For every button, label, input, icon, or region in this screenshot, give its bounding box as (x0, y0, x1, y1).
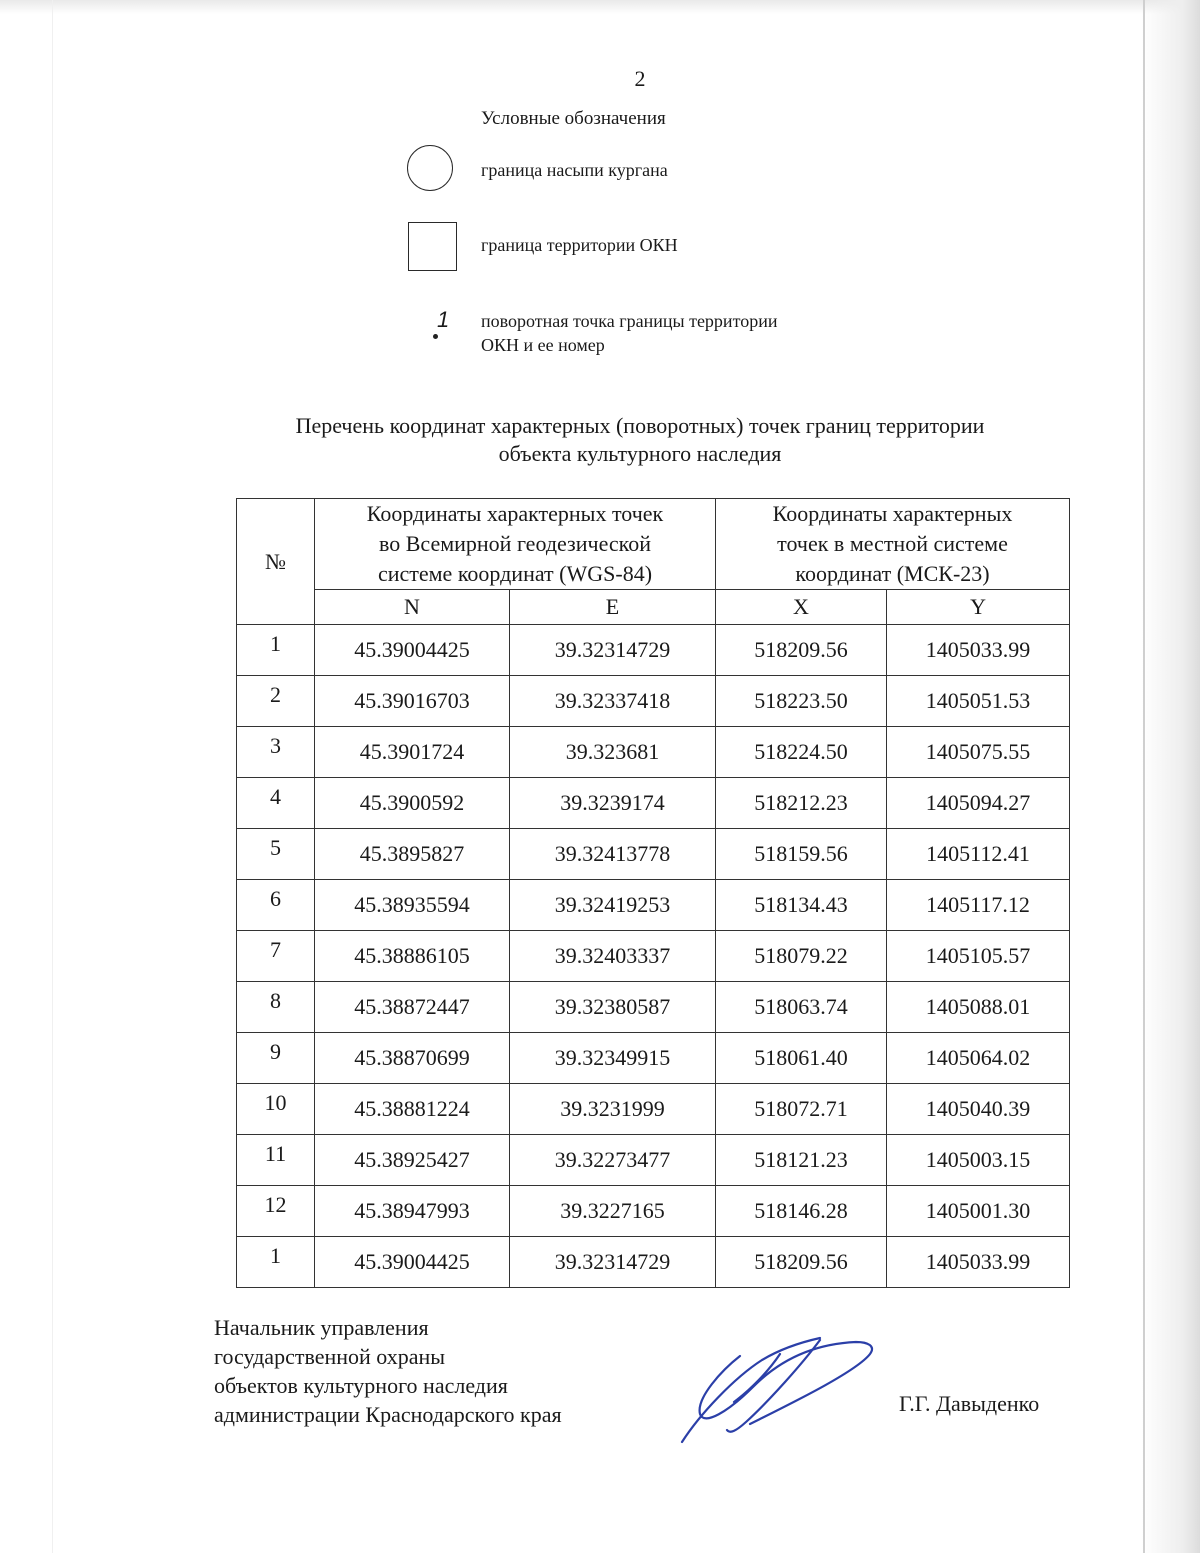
cell-point-number: 11 (237, 1135, 315, 1186)
cell-coord-x: 518079.22 (716, 931, 887, 982)
table-row (237, 1135, 1070, 1186)
cell-point-number: 10 (237, 1084, 315, 1135)
table-row (237, 931, 1070, 982)
header-msk23-line2: точек в местной системе (777, 531, 1008, 556)
cell-coord-y: 1405112.41 (887, 829, 1070, 880)
cell-latitude-n: 45.3901724 (315, 727, 510, 778)
cell-longitude-e: 39.3239174 (510, 778, 716, 829)
table-row (237, 880, 1070, 931)
cell-coord-x: 518063.74 (716, 982, 887, 1033)
cell-coord-y: 1405117.12 (887, 880, 1070, 931)
cell-latitude-n: 45.38881224 (315, 1084, 510, 1135)
cell-longitude-e: 39.32380587 (510, 982, 716, 1033)
cell-point-number: 5 (237, 829, 315, 880)
cell-coord-y: 1405105.57 (887, 931, 1070, 982)
cell-longitude-e: 39.3231999 (510, 1084, 716, 1135)
cell-latitude-n: 45.39016703 (315, 676, 510, 727)
signer-title-line2: государственной охраны (214, 1344, 446, 1369)
table-row (237, 625, 1070, 676)
cell-coord-x: 518121.23 (716, 1135, 887, 1186)
cell-latitude-n: 45.39004425 (315, 625, 510, 676)
cell-point-number: 4 (237, 778, 315, 829)
cell-longitude-e: 39.32337418 (510, 676, 716, 727)
cell-coord-x: 518223.50 (716, 676, 887, 727)
signature-stroke-2 (700, 1342, 872, 1424)
cell-longitude-e: 39.32314729 (510, 625, 716, 676)
coordinates-list-title-line2: объекта культурного наследия (498, 441, 782, 466)
table-row (237, 1084, 1070, 1135)
header-msk23-line3: координат (МСК-23) (795, 561, 990, 586)
coordinates-list-title-line1: Перечень координат характерных (поворотных) точек границ территории (295, 413, 985, 438)
cell-coord-y: 1405001.30 (887, 1186, 1070, 1237)
cell-coord-x: 518224.50 (716, 727, 887, 778)
header-msk23-line1: Координаты характерных (772, 501, 1013, 526)
legend-item-turning-point (481, 309, 777, 357)
table-row (237, 1237, 1070, 1288)
cell-point-number: 3 (237, 727, 315, 778)
cell-longitude-e: 39.3227165 (510, 1186, 716, 1237)
cell-point-number: 6 (237, 880, 315, 931)
cell-latitude-n: 45.3900592 (315, 778, 510, 829)
cell-coord-y: 1405064.02 (887, 1033, 1070, 1084)
circle-outline-icon (407, 145, 453, 191)
signer-title-line4: администрации Краснодарского края (214, 1402, 562, 1427)
cell-latitude-n: 45.38947993 (315, 1186, 510, 1237)
header-e: E (510, 590, 716, 625)
cell-point-number: 1 (237, 1237, 315, 1288)
signer-title-line1: Начальник управления (214, 1315, 429, 1340)
header-y: Y (887, 590, 1070, 625)
cell-latitude-n: 45.38935594 (315, 880, 510, 931)
cell-coord-y: 1405040.39 (887, 1084, 1070, 1135)
cell-longitude-e: 39.32314729 (510, 1237, 716, 1288)
table-row (237, 829, 1070, 880)
header-x: X (716, 590, 887, 625)
cell-longitude-e: 39.32273477 (510, 1135, 716, 1186)
header-wgs84-group (315, 499, 716, 590)
point-number-marker: 1 (437, 307, 450, 332)
cell-point-number: 1 (237, 625, 315, 676)
signer-title-line3: объектов культурного наследия (214, 1373, 508, 1398)
cell-latitude-n: 45.38872447 (315, 982, 510, 1033)
scan-right-shadow (1142, 0, 1200, 1553)
cell-longitude-e: 39.32403337 (510, 931, 716, 982)
cell-coord-y: 1405033.99 (887, 1237, 1070, 1288)
cell-coord-y: 1405088.01 (887, 982, 1070, 1033)
coordinates-list-title (220, 412, 1060, 468)
cell-coord-x: 518212.23 (716, 778, 887, 829)
cell-coord-y: 1405051.53 (887, 676, 1070, 727)
cell-latitude-n: 45.3895827 (315, 829, 510, 880)
signer-name: Г.Г. Давыденко (899, 1391, 1040, 1416)
table-row (237, 1033, 1070, 1084)
cell-coord-x: 518146.28 (716, 1186, 887, 1237)
cell-coord-y: 1405075.55 (887, 727, 1070, 778)
cell-longitude-e: 39.32419253 (510, 880, 716, 931)
cell-point-number: 7 (237, 931, 315, 982)
cell-longitude-e: 39.323681 (510, 727, 716, 778)
square-outline-icon (408, 222, 457, 271)
cell-coord-y: 1405033.99 (887, 625, 1070, 676)
table-row (237, 982, 1070, 1033)
cell-coord-x: 518072.71 (716, 1084, 887, 1135)
cell-coord-x: 518061.40 (716, 1033, 887, 1084)
header-wgs84-line2: во Всемирной геодезической (379, 531, 651, 556)
legend-item-turning-point-line2: ОКН и ее номер (481, 335, 605, 355)
signer-title (214, 1313, 562, 1429)
cell-coord-x: 518209.56 (716, 625, 887, 676)
table-row (237, 1186, 1070, 1237)
header-wgs84-line1: Координаты характерных точек (366, 501, 664, 526)
scan-right-edge-line (1143, 0, 1145, 1553)
cell-coord-x: 518134.43 (716, 880, 887, 931)
cell-latitude-n: 45.39004425 (315, 1237, 510, 1288)
legend-item-turning-point-line1: поворотная точка границы территории (481, 311, 778, 331)
table-row (237, 778, 1070, 829)
table-row (237, 676, 1070, 727)
cell-coord-x: 518159.56 (716, 829, 887, 880)
cell-latitude-n: 45.38925427 (315, 1135, 510, 1186)
cell-latitude-n: 45.38886105 (315, 931, 510, 982)
legend-item-mound-boundary: граница насыпи кургана (481, 160, 668, 180)
cell-longitude-e: 39.32413778 (510, 829, 716, 880)
scan-top-shadow (0, 0, 1200, 14)
point-dot-icon (433, 334, 438, 339)
cell-latitude-n: 45.38870699 (315, 1033, 510, 1084)
cell-point-number: 8 (237, 982, 315, 1033)
table-subheader-row (237, 590, 1070, 625)
cell-coord-y: 1405003.15 (887, 1135, 1070, 1186)
header-number: № (237, 499, 315, 625)
cell-point-number: 9 (237, 1033, 315, 1084)
table-header-row (237, 499, 1070, 590)
cell-point-number: 2 (237, 676, 315, 727)
coordinates-table (236, 498, 1070, 1288)
cell-longitude-e: 39.32349915 (510, 1033, 716, 1084)
header-msk23-group (716, 499, 1070, 590)
cell-coord-x: 518209.56 (716, 1237, 887, 1288)
table-row (237, 727, 1070, 778)
page-number: 2 (634, 66, 646, 91)
legend-item-territory-boundary: граница территории ОКН (481, 235, 678, 255)
header-wgs84-line3: системе координат (WGS-84) (377, 561, 653, 586)
legend-title: Условные обозначения (481, 108, 666, 129)
handwritten-signature (670, 1330, 890, 1450)
header-n: N (315, 590, 510, 625)
signature-strokes (682, 1338, 872, 1442)
cell-point-number: 12 (237, 1186, 315, 1237)
scan-left-edge (52, 0, 53, 1553)
cell-coord-y: 1405094.27 (887, 778, 1070, 829)
